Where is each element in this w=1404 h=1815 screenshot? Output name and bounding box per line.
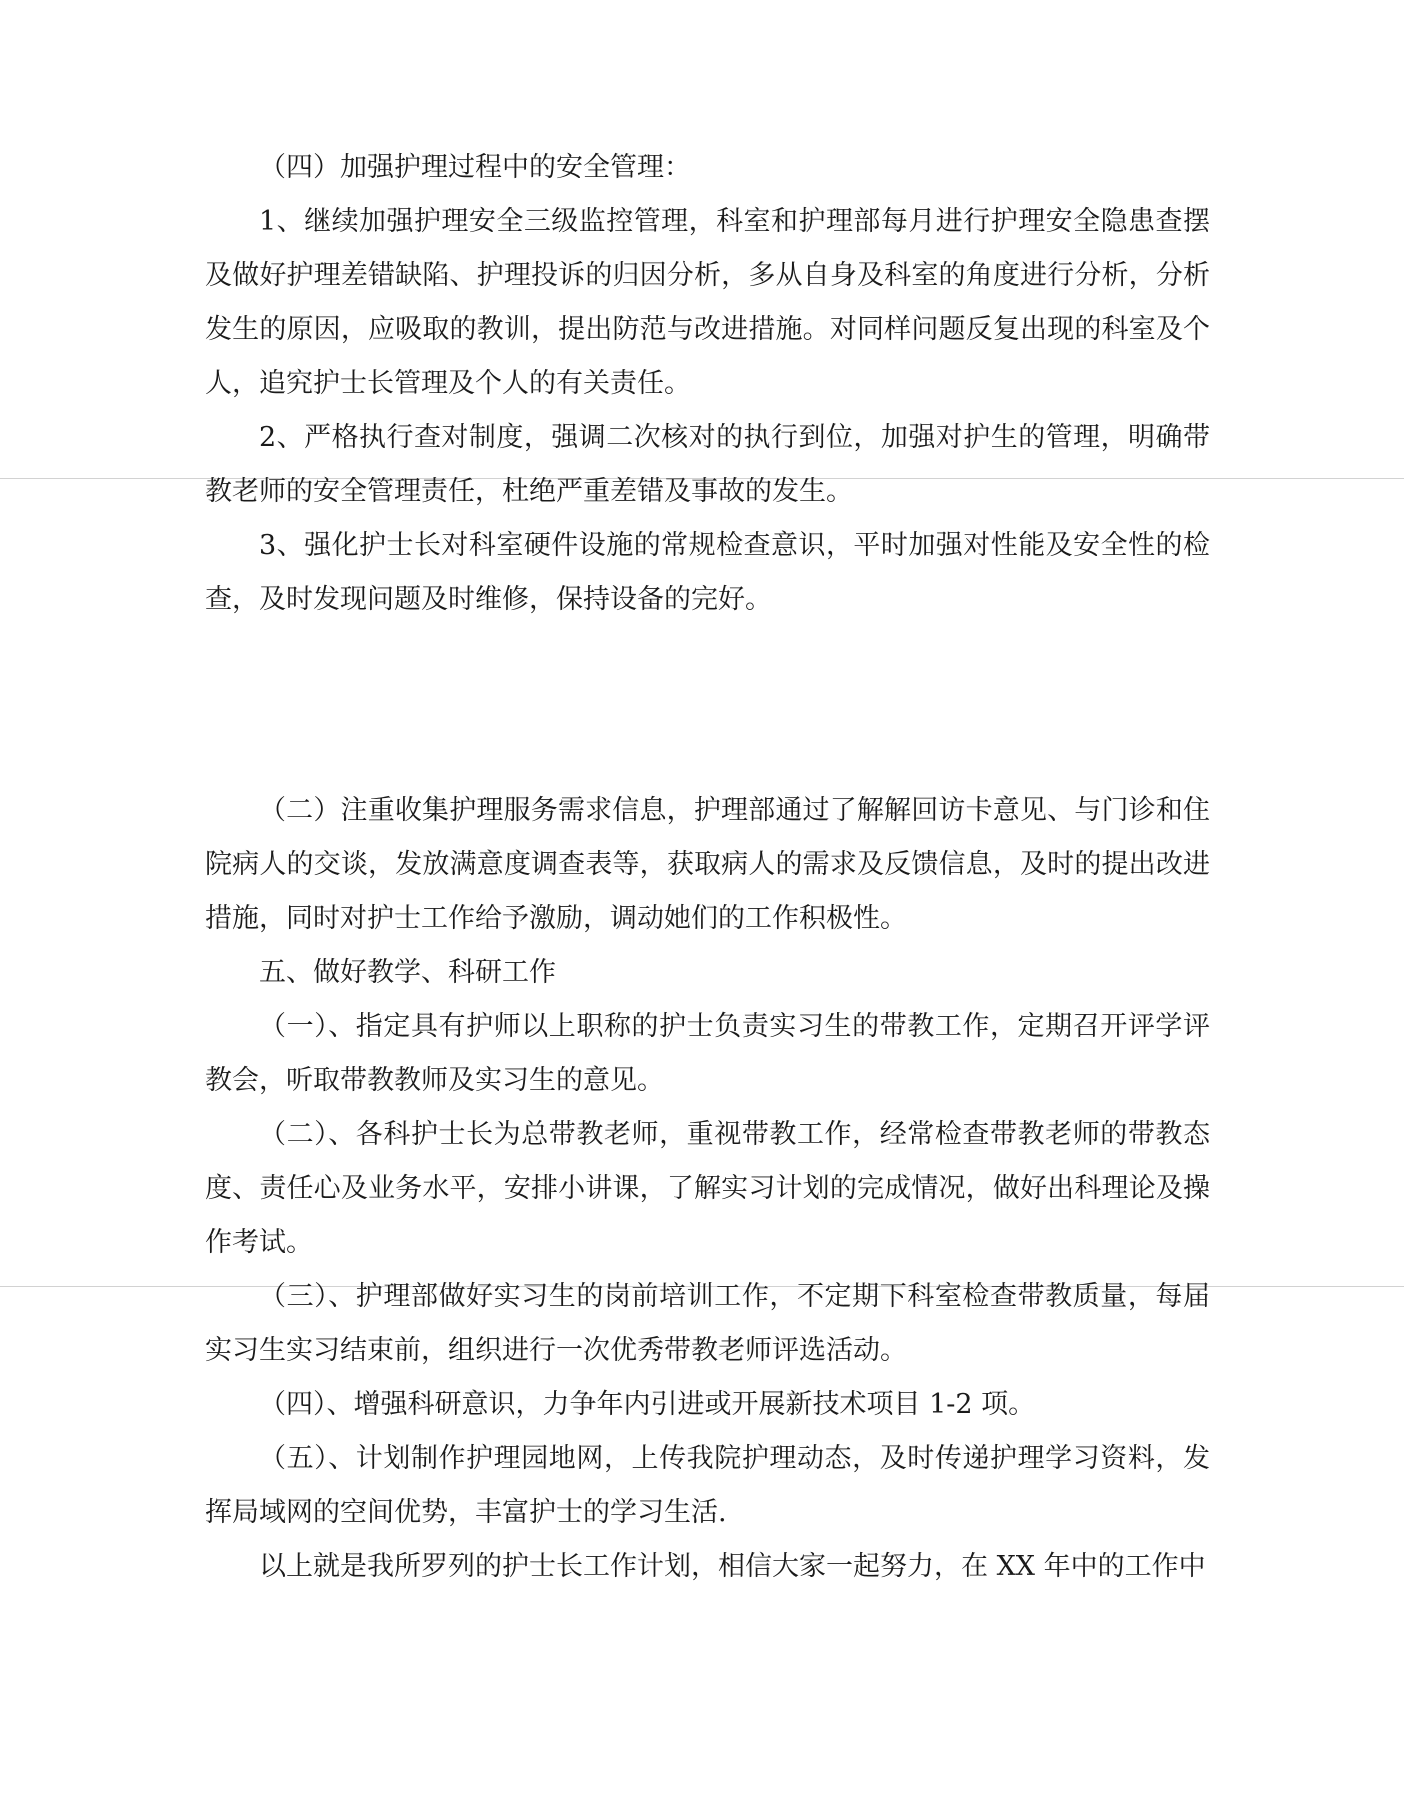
paragraph: （一）、指定具有护师以上职称的护士负责实习生的带教工作，定期召开评学评教会，听取带教教师及实习生的意见。 <box>205 1011 1210 1096</box>
text-block-teaching-research <box>205 784 1210 1594</box>
section-heading: （四）加强护理过程中的安全管理： <box>259 152 691 183</box>
paragraph: 2、严格执行查对制度，强调二次核对的执行到位，加强对护生的管理，明确带教老师的安全管理责任，杜绝严重差错及事故的发生。 <box>205 422 1210 507</box>
paragraph: 以上就是我所罗列的护士长工作计划，相信大家一起努力，在 XX 年中的工作中 <box>259 1551 1206 1582</box>
paragraph: （五）、计划制作护理园地网，上传我院护理动态，及时传递护理学习资料，发挥局域网的空间优势，丰富护士的学习生活. <box>205 1443 1210 1528</box>
section-heading: 五、做好教学、科研工作 <box>259 957 556 988</box>
paragraph: （三）、护理部做好实习生的岗前培训工作，不定期下科室检查带教质量，每届实习生实习结束前，组织进行一次优秀带教老师评选活动。 <box>205 1281 1210 1366</box>
paragraph: 3、强化护士长对科室硬件设施的常规检查意识，平时加强对性能及安全性的检查，及时发现问题及时维修，保持设备的完好。 <box>205 530 1210 615</box>
text-block-safety-management <box>205 141 1210 627</box>
paragraph: （四）、增强科研意识，力争年内引进或开展新技术项目 1-2 项。 <box>259 1389 1036 1420</box>
paragraph: （二）注重收集护理服务需求信息，护理部通过了解解回访卡意见、与门诊和住院病人的交谈，发放满意度调查表等，获取病人的需求及反馈信息，及时的提出改进措施，同时对护士工作给予激励，调动她们的工作积极性。 <box>205 795 1210 934</box>
paragraph: （二）、各科护士长为总带教老师，重视带教工作，经常检查带教老师的带教态度、责任心及业务水平，安排小讲课，了解实习计划的完成情况，做好出科理论及操作考试。 <box>205 1119 1210 1258</box>
paragraph: 1、继续加强护理安全三级监控管理，科室和护理部每月进行护理安全隐患查摆及做好护理差错缺陷、护理投诉的归因分析，多从自身及科室的角度进行分析，分析发生的原因，应吸取的教训，提出防范与改进措施。对同样问题反复出现的科室及个人，追究护士长管理及个人的有关责任。 <box>205 206 1210 399</box>
